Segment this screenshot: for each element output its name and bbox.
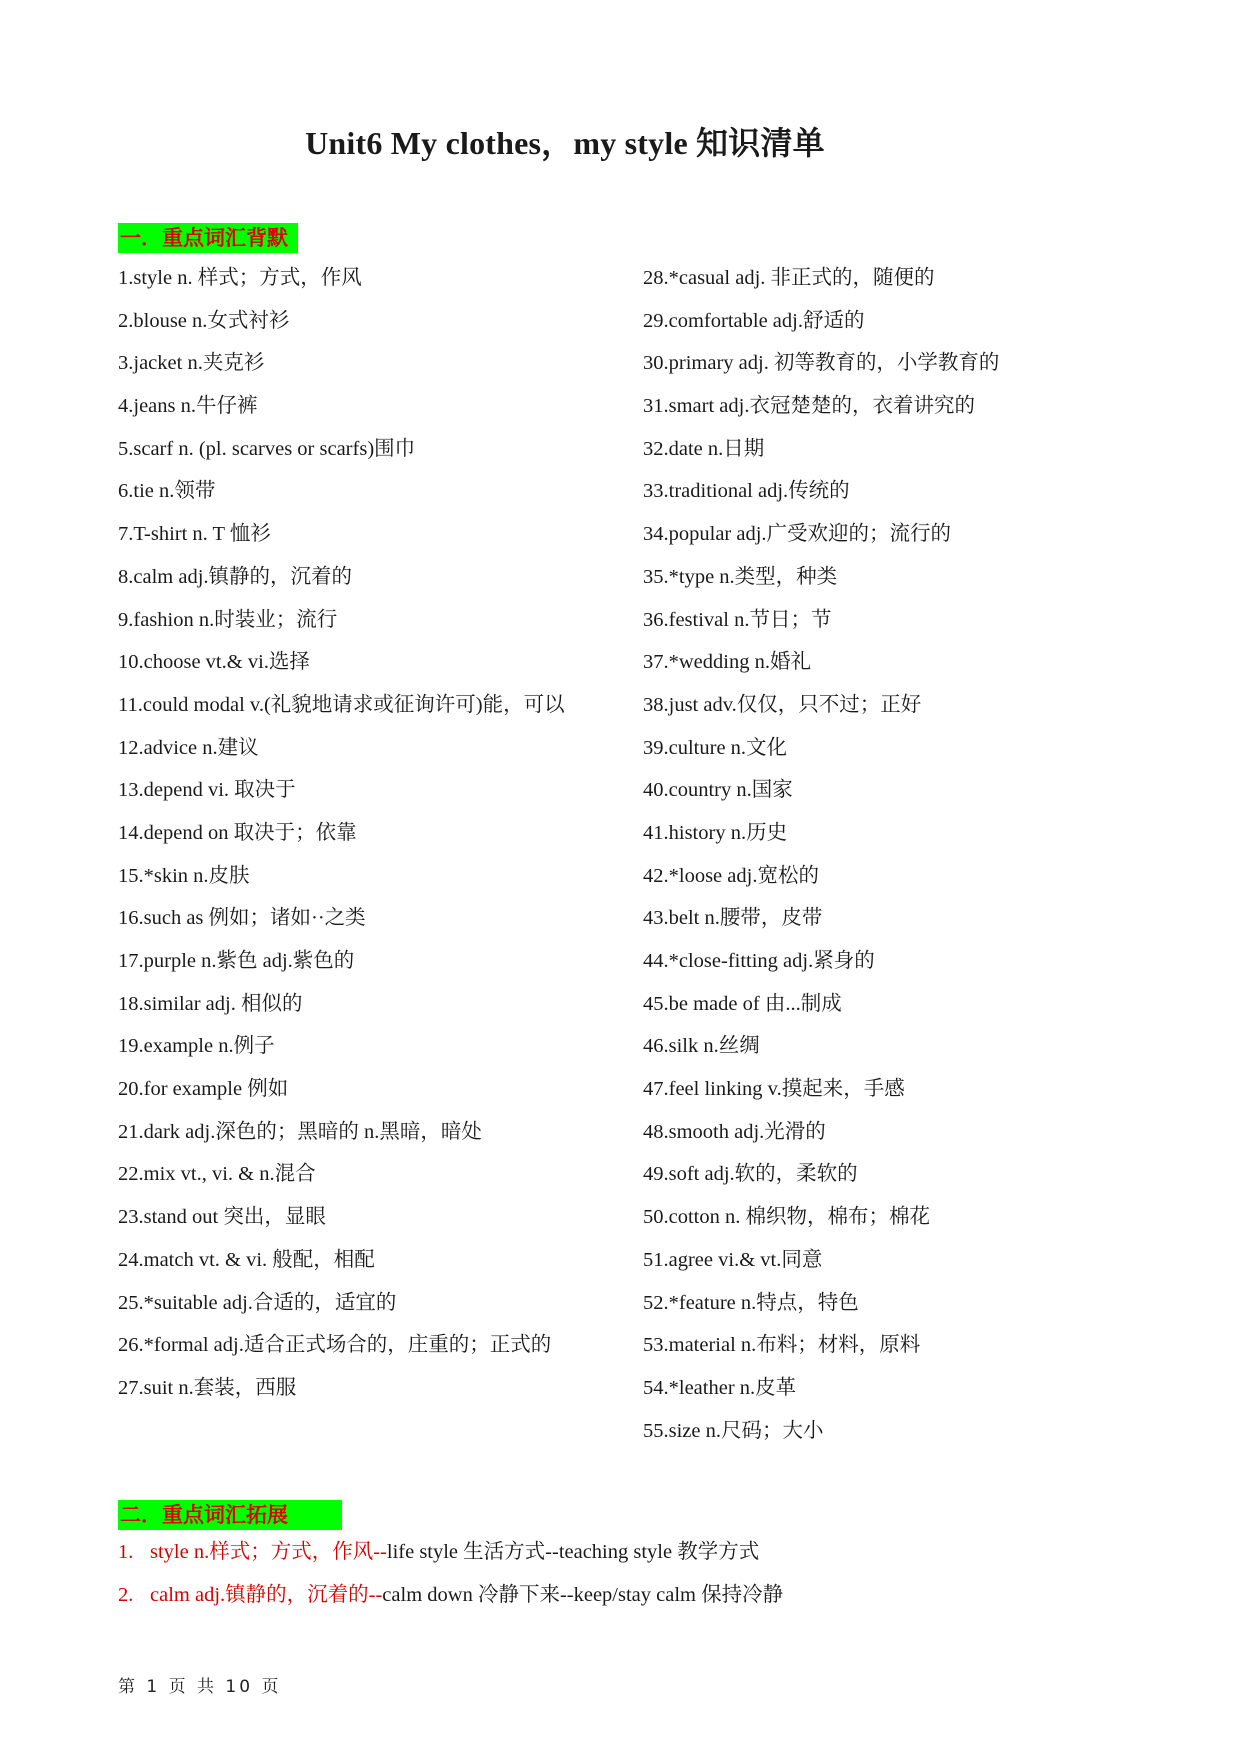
vocab-item: 28.*casual adj. 非正式的，随便的	[643, 267, 935, 289]
extension-item	[118, 1577, 783, 1607]
vocab-item: 15.*skin n.皮肤	[118, 864, 250, 887]
vocab-item: 52.*feature n.特点，特色	[643, 1291, 859, 1314]
vocab-item: 24.match vt. & vi. 般配，相配	[118, 1248, 375, 1271]
vocab-item: 39.culture n.文化	[643, 736, 788, 759]
vocab-item: 11.could modal v.(礼貌地请求或征询许可)能，可以	[118, 693, 565, 716]
vocab-list-left	[118, 257, 608, 1410]
vocab-item: 20.for example 例如	[118, 1078, 289, 1101]
vocab-item: 23.stand out 突出，显眼	[118, 1206, 326, 1229]
vocab-item: 44.*close-fitting adj.紧身的	[643, 950, 875, 972]
vocab-list-right	[643, 257, 1163, 1452]
vocab-item: 18.similar adj. 相似的	[118, 992, 303, 1015]
vocab-item: 2.blouse n.女式衬衫	[118, 309, 290, 332]
vocab-item: 8.calm adj.镇静的，沉着的	[118, 565, 353, 588]
vocab-item: 34.popular adj.广受欢迎的；流行的	[643, 523, 952, 546]
vocab-item: 49.soft adj.软的，柔软的	[643, 1163, 858, 1186]
vocab-item: 14.depend on 取决于；依靠	[118, 821, 357, 844]
vocab-item: 38.just adv.仅仅，只不过；正好	[643, 693, 922, 716]
vocab-item: 13.depend vi. 取决于	[118, 779, 296, 802]
vocab-item: 27.suit n.套装，西服	[118, 1376, 297, 1399]
vocab-item: 30.primary adj. 初等教育的，小学教育的	[643, 352, 1000, 375]
vocab-item: 40.country n.国家	[643, 779, 793, 802]
extension-number: 1.	[118, 1541, 134, 1563]
vocab-item: 47.feel linking v.摸起来，手感	[643, 1078, 905, 1101]
vocab-item: 25.*suitable adj.合适的，适宜的	[118, 1291, 397, 1314]
extension-number: 2.	[118, 1584, 134, 1606]
vocab-item: 33.traditional adj.传统的	[643, 480, 850, 503]
vocab-item: 22.mix vt., vi. & n.混合	[118, 1163, 316, 1186]
vocab-item: 51.agree vi.& vt.同意	[643, 1248, 823, 1271]
vocab-item: 37.*wedding n.婚礼	[643, 651, 811, 674]
vocab-item: 19.example n.例子	[118, 1035, 275, 1058]
page-footer: 第 1 页 共 10 页	[118, 1677, 282, 1697]
vocab-item: 46.silk n.丝绸	[643, 1035, 760, 1058]
vocab-item: 10.choose vt.& vi.选择	[118, 651, 310, 674]
vocab-item: 35.*type n.类型，种类	[643, 565, 838, 588]
vocab-item: 42.*loose adj.宽松的	[643, 864, 819, 887]
vocab-item: 41.history n.历史	[643, 821, 788, 844]
vocab-item: 21.dark adj.深色的；黑暗的 n.黑暗，暗处	[118, 1120, 482, 1143]
vocab-item: 32.date n.日期	[643, 437, 765, 460]
vocab-item: 6.tie n.领带	[118, 480, 216, 503]
extension-headword: calm adj.镇静的，沉着的--	[150, 1584, 383, 1606]
vocab-item: 50.cotton n. 棉织物，棉布；棉花	[643, 1206, 930, 1229]
vocab-item: 12.advice n.建议	[118, 736, 259, 759]
vocab-item: 31.smart adj.衣冠楚楚的，衣着讲究的	[643, 395, 975, 418]
vocab-item: 3.jacket n.夹克衫	[118, 352, 265, 375]
vocab-item: 16.such as 例如；诸如··之类	[118, 907, 366, 930]
vocab-item: 55.size n.尺码；大小	[643, 1419, 824, 1442]
extension-phrases: calm down 冷静下来--keep/stay calm 保持冷静	[382, 1584, 784, 1606]
vocab-item: 53.material n.布料；材料，原料	[643, 1334, 921, 1357]
extension-phrases: life style 生活方式--teaching style 教学方式	[386, 1541, 760, 1563]
vocab-item: 26.*formal adj.适合正式场合的，庄重的；正式的	[118, 1334, 552, 1357]
vocab-item: 7.T-shirt n. T 恤衫	[118, 523, 271, 546]
vocab-item: 9.fashion n.时装业；流行	[118, 608, 338, 631]
vocab-item: 45.be made of 由...制成	[643, 992, 842, 1015]
vocab-item: 4.jeans n.牛仔裤	[118, 395, 258, 418]
vocab-item: 29.comfortable adj.舒适的	[643, 309, 865, 332]
vocab-item: 48.smooth adj.光滑的	[643, 1120, 826, 1143]
vocab-item: 43.belt n.腰带，皮带	[643, 907, 823, 930]
extension-item	[118, 1534, 759, 1564]
extension-headword: style n.样式；方式，作风--	[150, 1541, 387, 1563]
vocab-item: 5.scarf n. (pl. scarves or scarfs)围巾	[118, 437, 416, 460]
section-heading-vocab: 一．重点词汇背默	[118, 223, 298, 253]
page-title: Unit6 My clothes，my style 知识清单	[305, 125, 825, 161]
vocab-item: 36.festival n.节日；节	[643, 608, 832, 631]
vocab-item: 54.*leather n.皮革	[643, 1376, 797, 1399]
section-heading-extension: 二．重点词汇拓展	[118, 1500, 342, 1530]
vocab-item: 1.style n. 样式；方式，作风	[118, 267, 362, 289]
vocab-item: 17.purple n.紫色 adj.紫色的	[118, 950, 355, 973]
